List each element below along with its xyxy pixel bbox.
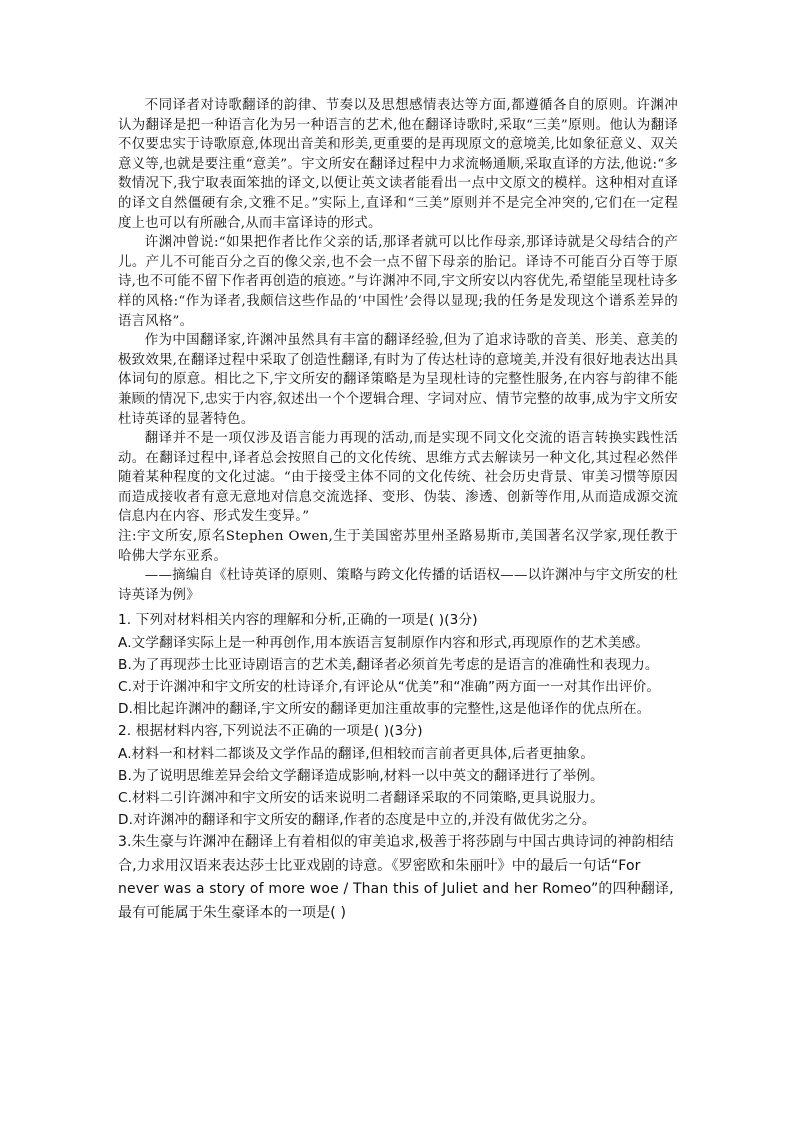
passage-paragraph-1: 不同译者对诗歌翻译的韵律、节奏以及思想感情表达等方面,都遵循各自的原则。许渊冲认为翻译是把一种语言化为另一种语言的艺术,他在翻译诗歌时,采取“三美”原则。他认为翻译不仅要忠实于诗歌原意,体现出音美和形美,更重要的是再现原文的意境美,比如象征意义、双关意义等,也就是要注重“意美”。宇文所安在翻译过程中力求流畅通顺,采取直译的方法,他说:“多数情况下,我宁取表面笨拙的译文,以便让英文读者能看出一点中文原文的模样。这种相对直译的译文自然僵硬有余,文雅不足。”实际上,直译和“三美”原则并不是完全冲突的,它们在一定程度上也可以有所融合,从而丰富译诗的形式。 bbox=[118, 98, 678, 231]
question-2-option-a: A.材料一和材料二都谈及文学作品的翻译,但相较而言前者更具体,后者更抽象。 bbox=[118, 745, 595, 762]
question-2 bbox=[118, 720, 678, 831]
question-1 bbox=[118, 609, 678, 720]
question-1-option-b: B.为了再现莎士比亚诗剧语言的艺术美,翻译者必须首先考虑的是语言的准确性和表现力。 bbox=[118, 656, 659, 673]
question-1-option-c: C.对于许渊冲和宇文所安的杜诗译介,有评论从“优美”和“准确”两方面一一对其作出评价。 bbox=[118, 679, 661, 696]
passage-source: ——摘编自《杜诗英译的原则、策略与跨文化传播的话语权——以许渊冲与宇文所安的杜诗英译为例》 bbox=[118, 568, 678, 603]
document-page bbox=[118, 96, 678, 925]
question-1-option-d: D.相比起许渊冲的翻译,宇文所安的翻译更加注重故事的完整性,这是他译作的优点所在。 bbox=[118, 701, 651, 718]
question-list bbox=[118, 609, 678, 925]
question-1-stem: 1. 下列对材料相关内容的理解和分析,正确的一项是( )(3分) bbox=[118, 612, 478, 629]
question-2-option-b: B.为了说明思维差异会给文学翻译造成影响,材料一以中英文的翻译进行了举例。 bbox=[118, 767, 604, 784]
reading-passage bbox=[118, 96, 678, 605]
passage-paragraph-4: 翻译并不是一项仅涉及语言能力再现的活动,而是实现不同文化交流的语言转换实践性活动。在翻译过程中,译者总会按照自己的文化传统、思维方式去解读另一种文化,其过程必然伴随着某种程度的文化过滤。“由于接受主体不同的文化传统、社会历史背景、审美习惯等原因而造成接收者有意无意地对信息交流选择、变形、伪装、渗透、创新等作用,从而造成源交流信息内在内容、形式发生变异。” bbox=[118, 431, 678, 525]
question-2-option-c: C.材料二引许渊冲和宇文所安的话来说明二者翻译采取的不同策略,更具说服力。 bbox=[118, 790, 604, 807]
question-2-option-d: D.对许渊冲的翻译和宇文所安的翻译,作者的态度是中立的,并没有做优劣之分。 bbox=[118, 812, 596, 829]
question-1-option-a: A.文学翻译实际上是一种再创作,用本族语言复制原作内容和形式,再现原作的艺术美感。 bbox=[118, 634, 650, 651]
passage-paragraph-3: 作为中国翻译家,许渊冲虽然具有丰富的翻译经验,但为了追求诗歌的音美、形美、意美的极致效果,在翻译过程中采取了创造性翻译,有时为了传达杜诗的意境美,并没有很好地表达出具体词句的原意。相比之下,宇文所安的翻译策略是为呈现杜诗的完整性服务,在内容与韵律不能兼顾的情况下,忠实于内容,叙述出一个个逻辑合理、字词对应、情节完整的故事,成为宇文所安杜诗英译的显著特色。 bbox=[118, 333, 678, 427]
question-3-stem: 3.朱生豪与许渊冲在翻译上有着相似的审美追求,极善于将莎剧与中国古典诗词的神韵相结合,力求用汉语来表达莎士比亚戏剧的诗意。《罗密欧和朱丽叶》中的最后一句话“For never was a story of more woe / Than this of Juliet and her Romeo”的四种翻译,最有可能属于朱生豪译本的一项是( ) bbox=[118, 834, 674, 921]
question-2-stem: 2. 根据材料内容,下列说法不正确的一项是( )(3分) bbox=[118, 723, 423, 740]
passage-paragraph-2: 许渊冲曾说:“如果把作者比作父亲的话,那译者就可以比作母亲,那译诗就是父母结合的产儿。产儿不可能百分之百的像父亲,也不会一点不留下母亲的胎记。译诗不可能百分百等于原诗,也不可能不留下作者再创造的痕迹。”与许渊冲不同,宇文所安以内容优先,希望能呈现杜诗多样的风格:“作为译者,我颇信这些作品的‘中国性’会得以显现;我的任务是发现这个谱系差异的语言风格”。 bbox=[118, 235, 678, 329]
question-3 bbox=[118, 831, 678, 925]
passage-note: 注:宇文所安,原名Stephen Owen,生于美国密苏里州圣路易斯市,美国著名汉学家,现任教于哈佛大学东亚系。 bbox=[118, 529, 678, 564]
